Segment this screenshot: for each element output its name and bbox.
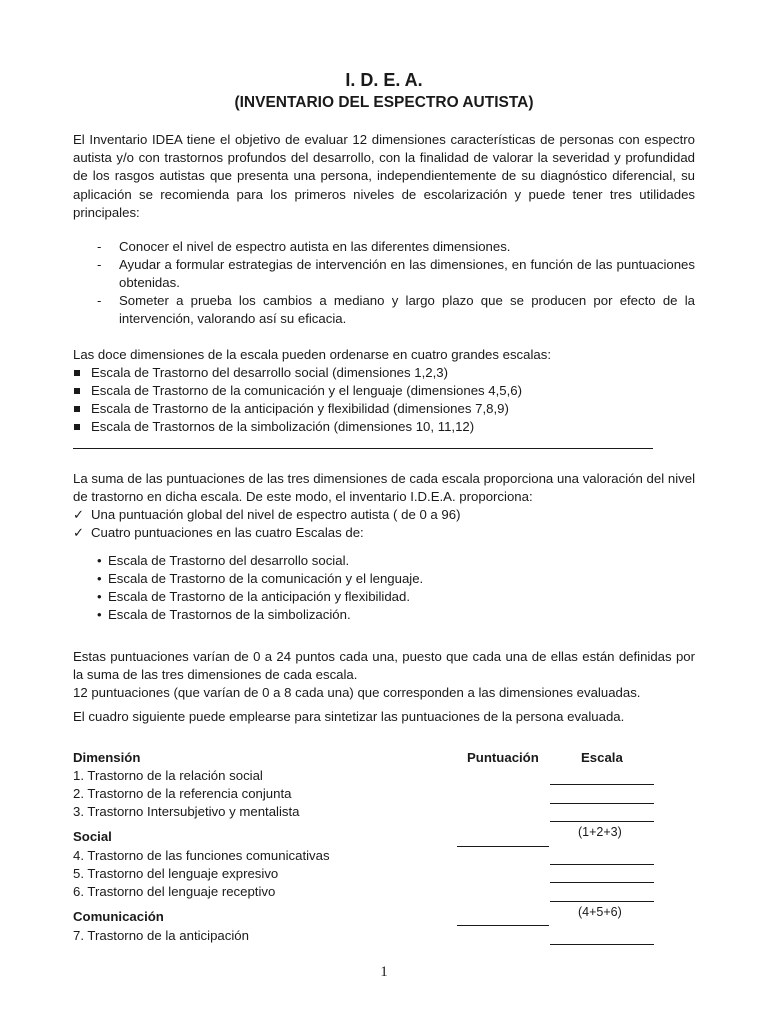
four-scales-text: Escala de Trastorno de la comunicación y el lenguaje. bbox=[108, 571, 424, 586]
scale-text: Escala de Trastorno del desarrollo social (dimensiones 1,2,3) bbox=[91, 365, 448, 380]
four-scales-text: Escala de Trastornos de la simbolización. bbox=[108, 607, 351, 622]
intro-paragraph: El Inventario IDEA tiene el objetivo de evaluar 12 dimensiones características de personas con espectro autista y/o con trastornos profundos del desarrollo, con la finalidad de valorar la severidad y profundidad de los rasgos autistas que presenta una persona, independientemente de su diagnóstico diferencial, su aplicación se recomienda para los primeros niveles de escolarización y puede tener tres utilidades principales: bbox=[73, 132, 695, 220]
table-row: 3. Trastorno Intersubjetivo y mentalista bbox=[73, 804, 300, 819]
checkmark-icon: ✓ bbox=[73, 507, 85, 522]
utility-text: Conocer el nivel de espectro autista en las diferentes dimensiones. bbox=[119, 239, 511, 254]
scales-intro: Las doce dimensiones de la escala pueden ordenarse en cuatro grandes escalas: bbox=[73, 347, 551, 362]
square-bullet-icon bbox=[74, 424, 80, 430]
scale-item bbox=[73, 364, 695, 382]
utility-text: Ayudar a formular estrategias de intervención en las dimensiones, en función de las puntuaciones obtenidas. bbox=[119, 257, 695, 291]
provides-item bbox=[73, 524, 695, 542]
table-intro: El cuadro siguiente puede emplearse para sintetizar las puntuaciones de la persona evaluada. bbox=[73, 709, 625, 724]
provides-text: Una puntuación global del nivel de espectro autista ( de 0 a 96) bbox=[91, 507, 461, 522]
table-row: 7. Trastorno de la anticipación bbox=[73, 928, 249, 943]
table-row: 6. Trastorno del lenguaje receptivo bbox=[73, 884, 276, 899]
table-row: 2. Trastorno de la referencia conjunta bbox=[73, 786, 292, 801]
four-scales-text: Escala de Trastorno del desarrollo social. bbox=[108, 553, 350, 568]
provides-item bbox=[73, 506, 695, 524]
comm-formula: (4+5+6) bbox=[578, 905, 622, 919]
square-bullet-icon bbox=[74, 370, 80, 376]
scale-item bbox=[73, 418, 695, 436]
social-label: Social bbox=[73, 829, 112, 844]
utility-text: Someter a prueba los cambios a mediano y largo plazo que se producen por efecto de la intervención, valorando así su eficacia. bbox=[119, 293, 695, 327]
dash-marker: - bbox=[97, 257, 102, 272]
bullet-icon: • bbox=[97, 571, 102, 586]
social-formula: (1+2+3) bbox=[578, 825, 622, 839]
score-blank-line bbox=[550, 784, 654, 785]
scale-text: Escala de Trastorno de la anticipación y flexibilidad (dimensiones 7,8,9) bbox=[91, 401, 509, 416]
table-row: 1. Trastorno de la relación social bbox=[73, 768, 263, 783]
four-scales-item bbox=[97, 588, 657, 606]
scale-total-blank-line bbox=[457, 846, 549, 847]
table-header-scale: Escala bbox=[581, 750, 623, 765]
bullet-icon: • bbox=[97, 589, 102, 604]
utility-item bbox=[97, 256, 695, 292]
sum-paragraph: La suma de las puntuaciones de las tres dimensiones de cada escala proporciona una valoración del nivel de trastorno en dicha escala. De este modo, el inventario I.D.E.A. proporciona: bbox=[73, 471, 695, 505]
table-row: 4. Trastorno de las funciones comunicativas bbox=[73, 848, 330, 863]
section-divider bbox=[73, 448, 653, 449]
table-header-dimension: Dimensión bbox=[73, 750, 141, 765]
scale-total-blank-line bbox=[457, 925, 549, 926]
score-blank-line bbox=[550, 864, 654, 865]
provides-text: Cuatro puntuaciones en las cuatro Escalas de: bbox=[91, 525, 364, 540]
scale-text: Escala de Trastornos de la simbolización (dimensiones 10, 11,12) bbox=[91, 419, 475, 434]
page-number: 1 bbox=[380, 964, 388, 980]
table-row: 5. Trastorno del lenguaje expresivo bbox=[73, 866, 279, 881]
scale-text: Escala de Trastorno de la comunicación y el lenguaje (dimensiones 4,5,6) bbox=[91, 383, 523, 398]
four-scales-item bbox=[97, 570, 657, 588]
dash-marker: - bbox=[97, 293, 102, 308]
document-title: I. D. E. A. bbox=[345, 70, 423, 90]
comm-label: Comunicación bbox=[73, 909, 164, 924]
utility-item bbox=[97, 238, 695, 256]
scale-item bbox=[73, 400, 695, 418]
document-subtitle: (INVENTARIO DEL ESPECTRO AUTISTA) bbox=[234, 94, 534, 111]
four-scales-item bbox=[97, 606, 657, 624]
ranges-paragraph: Estas puntuaciones varían de 0 a 24 puntos cada una, puesto que cada una de ellas están definidas por la suma de las tres dimensiones de cada escala. bbox=[73, 649, 695, 683]
bullet-icon: • bbox=[97, 607, 102, 622]
twelve-paragraph: 12 puntuaciones (que varían de 0 a 8 cada una) que corresponden a las dimensiones evaluadas. bbox=[73, 685, 641, 700]
score-blank-line bbox=[550, 803, 654, 804]
score-blank-line bbox=[550, 901, 654, 902]
square-bullet-icon bbox=[74, 406, 80, 412]
score-blank-line bbox=[550, 821, 654, 822]
dash-marker: - bbox=[97, 239, 102, 254]
four-scales-item bbox=[97, 552, 657, 570]
bullet-icon: • bbox=[97, 553, 102, 568]
score-blank-line bbox=[550, 944, 654, 945]
table-header-score: Puntuación bbox=[467, 750, 539, 765]
square-bullet-icon bbox=[74, 388, 80, 394]
utility-item bbox=[97, 292, 695, 328]
checkmark-icon: ✓ bbox=[73, 525, 85, 540]
score-blank-line bbox=[550, 882, 654, 883]
scale-item bbox=[73, 382, 695, 400]
four-scales-text: Escala de Trastorno de la anticipación y flexibilidad. bbox=[108, 589, 411, 604]
